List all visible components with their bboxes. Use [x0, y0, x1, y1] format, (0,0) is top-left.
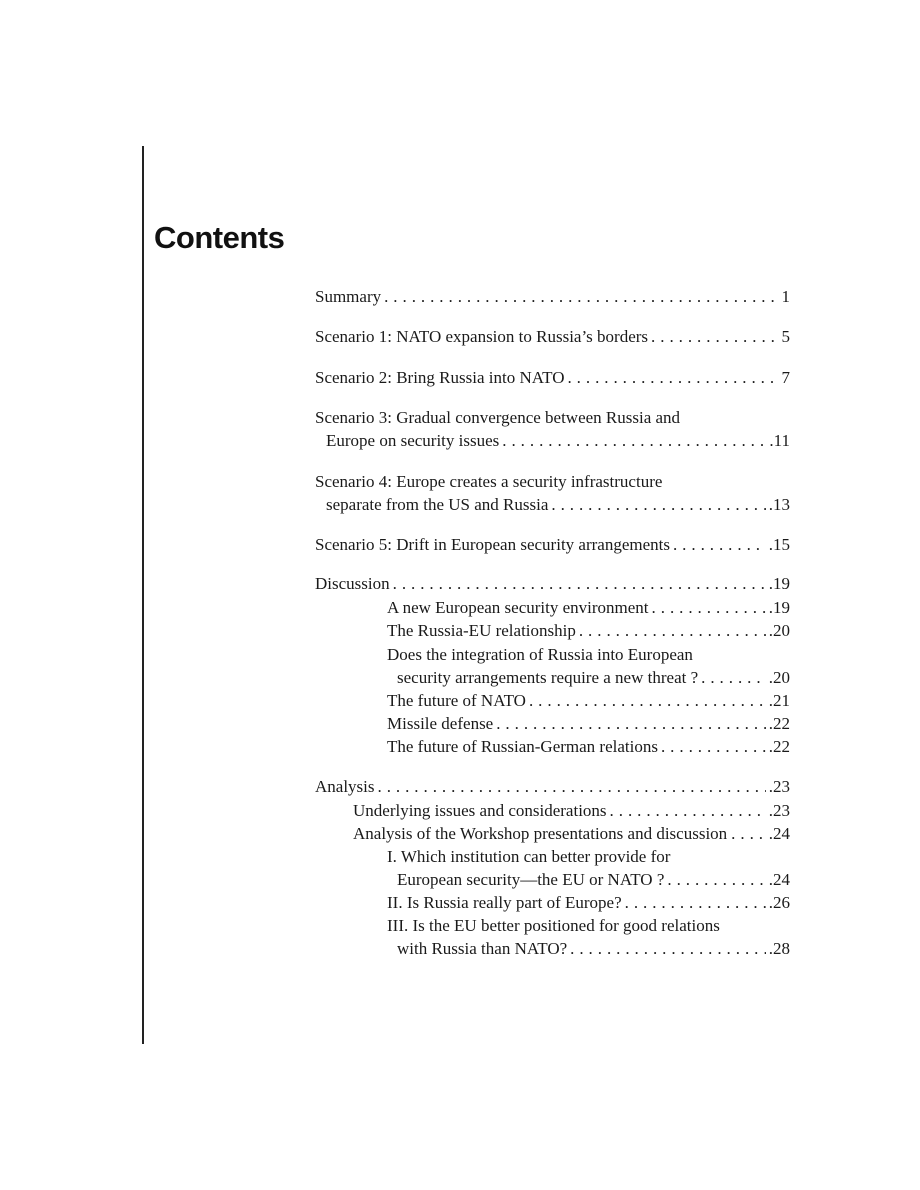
toc-page-number: .20 — [768, 668, 790, 687]
toc-subentry-missile-defense[interactable] — [387, 713, 790, 735]
toc-subentry-question-1[interactable] — [397, 869, 790, 891]
toc-entry-summary[interactable] — [315, 286, 790, 308]
toc-label: with Russia than NATO? — [397, 939, 568, 958]
toc-page-number: 5 — [781, 327, 790, 346]
toc-leader — [625, 892, 766, 914]
toc-subentry-integration[interactable] — [397, 667, 790, 689]
toc-page-number: .19 — [768, 598, 790, 617]
toc-subentry-question-3-line-1[interactable]: III. Is the EU better positioned for good relations — [387, 916, 720, 935]
toc-label: Scenario 2: Bring Russia into NATO — [315, 368, 565, 387]
toc-entry-scenario-4-line-1[interactable]: Scenario 4: Europe creates a security infrastructure — [315, 472, 663, 491]
toc-page-number: .24 — [768, 824, 790, 843]
toc-leader — [502, 430, 766, 452]
toc-page-number: .23 — [768, 801, 790, 820]
toc-label: The Russia-EU relationship — [387, 621, 576, 640]
toc-leader — [652, 597, 766, 619]
toc-label: Summary — [315, 287, 382, 306]
toc-page-number: .15 — [768, 535, 790, 554]
toc-page-number: .21 — [768, 691, 790, 710]
toc-subentry-security-environment[interactable] — [387, 597, 790, 619]
toc-label: Scenario 1: NATO expansion to Russia’s borders — [315, 327, 649, 346]
toc-subentry-integration-line-1[interactable]: Does the integration of Russia into European — [387, 645, 693, 664]
toc-leader — [567, 367, 778, 389]
toc-leader — [529, 690, 766, 712]
toc-label: Underlying issues and considerations — [353, 801, 607, 820]
toc-page-number: .13 — [768, 495, 790, 514]
toc-label: European security—the EU or NATO ? — [397, 870, 665, 889]
toc-subentry-question-2[interactable] — [387, 892, 790, 914]
toc-subentry-russian-german[interactable] — [387, 736, 790, 758]
toc-leader — [667, 869, 765, 891]
toc-leader — [378, 776, 766, 798]
toc-label: Analysis of the Workshop presentations and discussion — [353, 824, 728, 843]
toc-label: Missile defense — [387, 714, 494, 733]
toc-page-number: .11 — [769, 431, 790, 450]
toc-entry-scenario-2[interactable] — [315, 367, 790, 389]
toc-leader — [731, 823, 767, 845]
toc-page-number: 7 — [781, 368, 790, 387]
toc-subentry-workshop-analysis[interactable] — [353, 823, 790, 845]
toc-label: II. Is Russia really part of Europe? — [387, 893, 622, 912]
toc-leader — [570, 938, 766, 960]
page-title: Contents — [154, 220, 285, 255]
toc-label: Analysis — [315, 777, 375, 796]
toc-leader — [579, 620, 766, 642]
toc-label: separate from the US and Russia — [326, 495, 549, 514]
toc-leader — [551, 494, 765, 516]
toc-label: Scenario 5: Drift in European security arrangements — [315, 535, 670, 554]
toc-page-number: .28 — [768, 939, 790, 958]
toc-leader — [673, 534, 766, 556]
toc-page-number: .26 — [768, 893, 790, 912]
toc-entry-scenario-3[interactable] — [326, 430, 790, 452]
toc-subentry-underlying-issues[interactable] — [353, 800, 790, 822]
toc-entry-scenario-5[interactable] — [315, 534, 790, 556]
toc-entry-discussion[interactable] — [315, 573, 790, 595]
toc-page-number: .20 — [768, 621, 790, 640]
toc-subentry-russia-eu[interactable] — [387, 620, 790, 642]
toc-subentry-question-1-line-1[interactable]: I. Which institution can better provide for — [387, 847, 671, 866]
toc-page-number: .24 — [768, 870, 790, 889]
toc-page-number: .23 — [768, 777, 790, 796]
toc-page-number: .22 — [768, 714, 790, 733]
toc-leader — [701, 667, 766, 689]
toc-label: A new European security environment — [387, 598, 649, 617]
toc-entry-scenario-3-line-1[interactable]: Scenario 3: Gradual convergence between Russia and — [315, 408, 681, 427]
toc-page-number: .22 — [768, 737, 790, 756]
toc-subentry-future-of-nato[interactable] — [387, 690, 790, 712]
toc-label: security arrangements require a new threat ? — [397, 668, 699, 687]
toc-entry-analysis[interactable] — [315, 776, 790, 798]
toc-leader — [661, 736, 766, 758]
toc-leader — [610, 800, 766, 822]
toc-label: The future of Russian-German relations — [387, 737, 658, 756]
toc-subentry-question-3[interactable] — [397, 938, 790, 960]
toc-leader — [384, 286, 778, 308]
toc-label: Discussion — [315, 574, 390, 593]
toc-entry-scenario-1[interactable] — [315, 326, 790, 348]
toc-page-number: .19 — [768, 574, 790, 593]
toc-label: Europe on security issues — [326, 431, 500, 450]
toc-entry-scenario-4[interactable] — [326, 494, 790, 516]
toc-page-number: 1 — [781, 287, 790, 306]
toc-leader — [496, 713, 766, 735]
toc-label: The future of NATO — [387, 691, 526, 710]
toc-leader — [651, 326, 778, 348]
toc-leader — [393, 573, 766, 595]
